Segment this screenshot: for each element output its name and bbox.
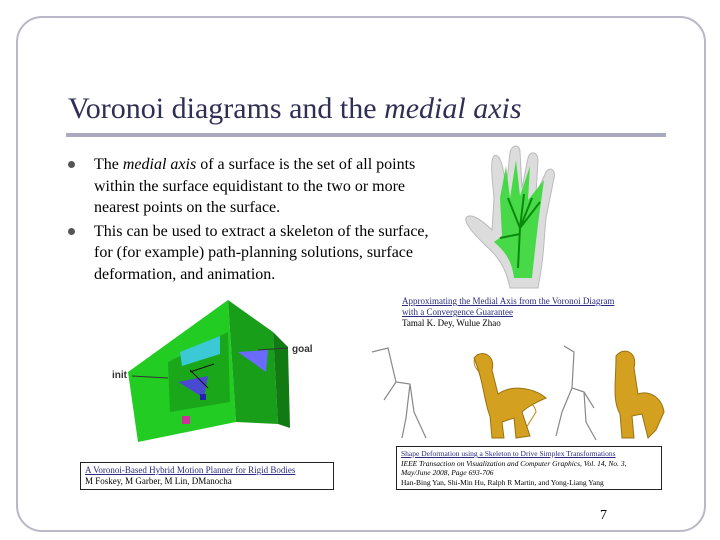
init-label: init bbox=[112, 370, 127, 381]
goal-label: goal bbox=[292, 344, 313, 355]
motion-paper-link[interactable]: A Voronoi-Based Hybrid Motion Planner for Rigid Bodies bbox=[85, 465, 296, 475]
bullet-dot-icon bbox=[68, 228, 75, 235]
motion-caption bbox=[80, 462, 334, 490]
dino-authors: Han-Bing Yan, Shi-Min Hu, Ralph R Martin, and Yong-Liang Yang bbox=[401, 477, 604, 487]
title-emphasis: medial axis bbox=[384, 92, 522, 125]
bullet-medial-axis: The medial axis of a surface is the set of all points within the surface equidistant to the two or more nearest points on the surface. bbox=[64, 154, 444, 219]
dino-journal: IEEE Transaction on Visualization and Computer Graphics, Vol. 14, No. 3, May/June 2008, Page 693-706 bbox=[401, 458, 627, 477]
bullet-dot-icon bbox=[68, 161, 75, 168]
hand-authors: Tamal K. Dey, Wulue Zhao bbox=[402, 318, 501, 328]
bullet-list bbox=[64, 154, 444, 287]
dinosaur-skeleton-image bbox=[366, 342, 666, 442]
hand-paper-link[interactable]: Approximating the Medial Axis from the Voronoi Diagram with a Convergence Guarantee bbox=[402, 296, 615, 317]
slide-title: Voronoi diagrams and the medial axis bbox=[68, 92, 522, 125]
motion-planner-image bbox=[108, 292, 340, 444]
title-underline bbox=[66, 133, 666, 137]
hand-caption bbox=[402, 296, 632, 329]
motion-authors: M Foskey, M Garber, M Lin, DManocha bbox=[85, 476, 232, 486]
bullet-skeleton: This can be used to extract a skeleton of the surface, for (for example) path-planning solutions, surface deformation, and animation. bbox=[64, 221, 444, 286]
dino-caption bbox=[396, 446, 662, 490]
hand-medial-axis-image bbox=[458, 138, 598, 296]
dino-paper-link[interactable]: Shape Deformation using a Skeleton to Drive Simplex Transformations bbox=[401, 449, 616, 458]
page-number: 7 bbox=[600, 508, 607, 523]
